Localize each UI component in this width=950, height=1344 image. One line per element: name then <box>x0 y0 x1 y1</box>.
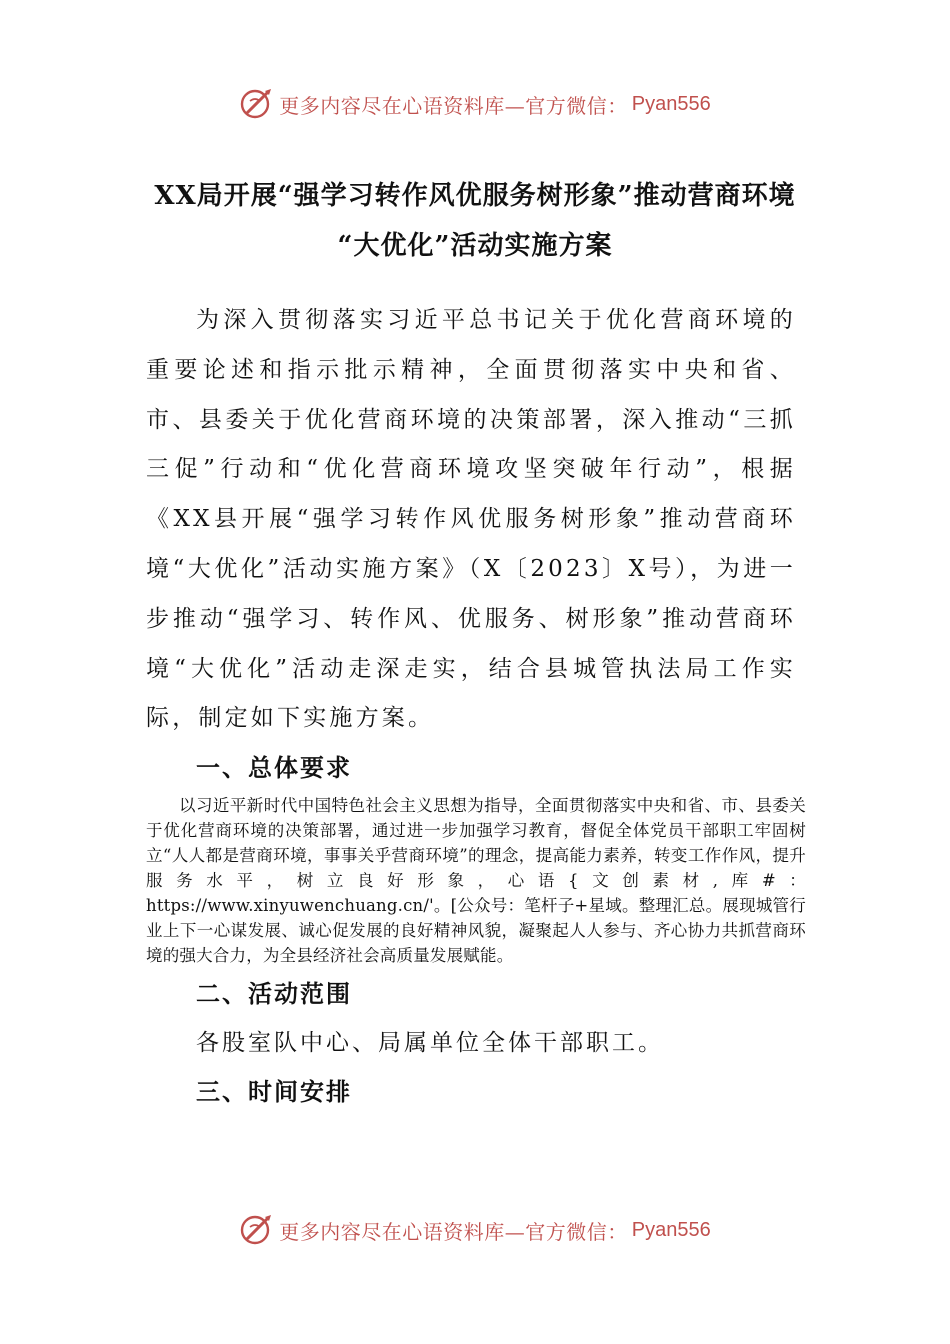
watermark-header <box>0 84 950 124</box>
document-title-line2: “大优化”活动实施方案 <box>337 231 613 261</box>
watermark-wechat-id: Pyan556 <box>631 1218 711 1241</box>
section1-paragraph: 以习近平新时代中国特色社会主义思想为指导，全面贯彻落实中央和省、市、县委关于优化营商环境的决策部署，通过进一步加强学习教育，督促全体党员干部职工牢固树立“人人都是营商环境，事事关乎营商环境”的理念，提高能力素养，转变工作作风，提升服务水平，树立良好形象，心语{文创素材,库#：https://www.xinyuwenchuang.cn/'。[公众号：笔杆子+星域。整理汇总。展现城管行业上下一心谋发展、诚心促发展的良好精神风貌，凝聚起人人参与、齐心协力共抓营商环境的强大合力，为全县经济社会高质量发展赋能。 <box>146 796 806 965</box>
intro-paragraph: 为深入贯彻落实习近平总书记关于优化营商环境的重要论述和指示批示精神，全面贯彻落实中央和省、市、县委关于优化营商环境的决策部署，深入推动“三抓三促”行动和“优化营商环境攻坚突破年行动”，根据《XX县开展“强学习转作风优服务树形象”推动营商环境“大优化”活动实施方案》（X〔2023〕X号），为进一步推动“强学习、转作风、优服务、树形象”推动营商环境“大优化”活动走深走实，结合县城管执法局工作实际，制定如下实施方案。 <box>146 307 796 732</box>
section-heading-overall-requirements: 一、总体要求 <box>196 753 352 782</box>
section2-paragraph: 各股室队中心、局属单位全体干部职工。 <box>196 1030 664 1056</box>
section-heading-activity-scope: 二、活动范围 <box>196 979 352 1008</box>
watermark-text: 更多内容尽在心语资料库—官方微信： <box>279 1219 628 1244</box>
pen-logo-icon <box>239 86 275 122</box>
pen-logo-icon <box>239 1212 275 1248</box>
watermark-text: 更多内容尽在心语资料库—官方微信： <box>279 93 628 118</box>
watermark-wechat-id: Pyan556 <box>631 92 711 115</box>
watermark-footer <box>0 1210 950 1250</box>
document-title-line1: XX局开展“强学习转作风优服务树形象”推动营商环境 <box>154 181 796 211</box>
section-heading-schedule: 三、时间安排 <box>196 1077 352 1106</box>
